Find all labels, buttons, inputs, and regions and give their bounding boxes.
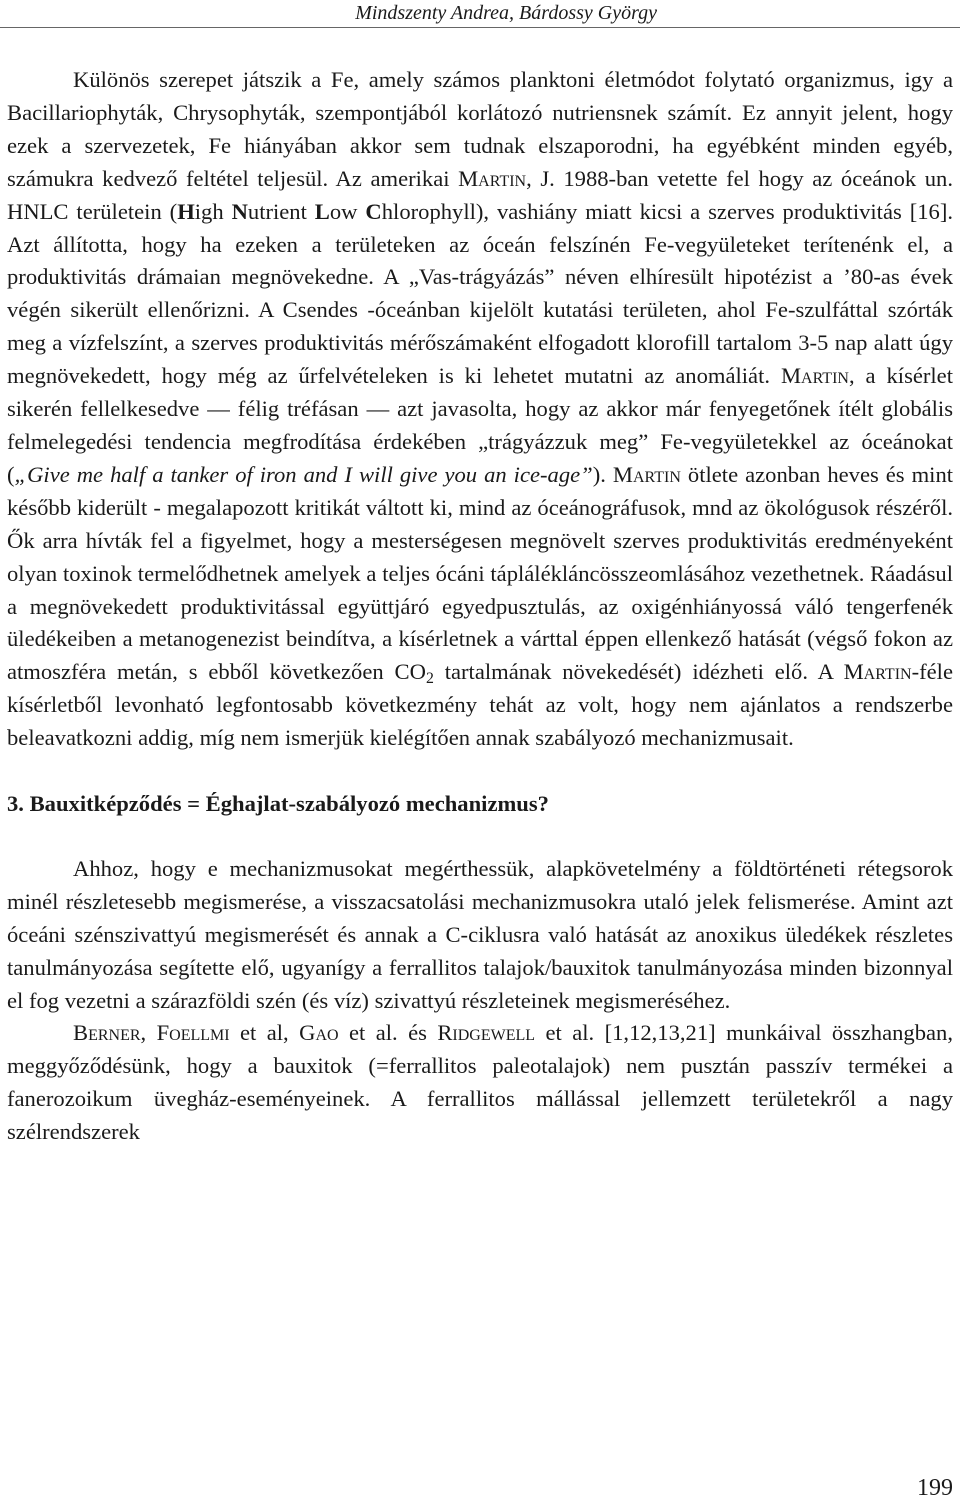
author-name: Martin xyxy=(780,363,849,389)
acronym-letter: C xyxy=(365,198,382,224)
acronym-letter: H xyxy=(177,198,195,224)
author-name: Martin xyxy=(843,659,912,685)
text-run: hlorophyll), vashiány miatt kicsi a szerves produktivitás [16]. Azt állította, hogy ha ezeken a területeken az óceán felszínén Fe-vegyületeket terítenénk el, a produktivitás drámaian megnövekedne. A „Vas-trágyázás” néven elhíresült hipotézist a ’80-as évek végén sikerült ellenőrizni. A Csendes -óceánban kijelölt kutatási területen, ahol Fe-szulfáttal szórták meg a vízfelszínt, a szerves produktivitás mérőszámaként elfogadott klorofill tartalom 3-5 nap alatt úgy megnövekedett, hogy még az űrfelvételeken is ki lehetet mutatni az anomáliát. xyxy=(7,198,953,389)
text-run: et al. és xyxy=(338,1020,438,1046)
text-run: , J. 1988-ban vetette fel hogy az óceánok un. HNLC területein ( xyxy=(7,165,953,224)
page-body xyxy=(7,64,953,1149)
acronym-letter: L xyxy=(314,198,330,224)
paragraph-bauxite xyxy=(7,1017,953,1149)
text-run: utrient xyxy=(247,198,315,224)
text-run: ötlete azonban heves és mint később kiderült - megalapozott kritikát váltott ki, mind az óceánográfusok, mnd az ökológusok részéről. Ők arra hívták fel a figyelmet, hogy a mesterségesen megnövelt szerves produktivitás eredményeként olyan toxinok termelődhetnek amelyek a teljes ócáni táplálékláncösszeomlásához vezethetnek. Ráadásul a megnövekedett produktivitással együttjáró egyedpusztulás, az oxigénhiányossá váló tengerfenék üledékeiben a metanogenezist beindítva, a kísérletnek a várttal éppen ellenkező hatását (végső fokon az atmoszféra metán, s ebből következően CO xyxy=(7,461,954,685)
text-run: igh xyxy=(194,198,232,224)
author-name: Ridgewell xyxy=(437,1020,536,1046)
text-run: et al. [1,12,13,21] munkáival összhangban, meggyőződésünk, hogy a bauxitok (=ferrallitos paleotalajok) nem pusztán passzív termékei a fanerozoikum üvegház-eseményeinek. A ferrallitos mállással jellemzett területekről a nagy szélrendszerek xyxy=(7,1020,953,1145)
subscript: 2 xyxy=(425,670,434,688)
text-run: Különös szerepet játszik a Fe, amely számos planktoni életmódot folytató organizmus, igy a Bacillariophyták, Chrysophyták, szempontjából korlátozó nutriensnek számít. Ez annyit jelent, hogy ezek a szervezetek, Fe hiányában akkor sem tudnak elszaporodni, ha egyébként minden egyéb, számukra kedvező feltétel teljesül. Az amerikai xyxy=(7,67,953,191)
author-name: Foellmi xyxy=(156,1020,230,1046)
author-name: Martin xyxy=(458,165,527,191)
acronym-letter: N xyxy=(231,198,248,224)
text-run: -féle kísérletből levonható legfontosabb következmény tehát az volt, hogy nem ajánlatos a rendszerbe beleavatkozni addig, míg nem ismerjük kielégítően annak szabályozó mechanizmusait. xyxy=(7,659,953,751)
text-run: ow xyxy=(329,198,366,224)
paragraph-iron-fertilization xyxy=(7,64,953,755)
page-number: 199 xyxy=(917,1475,953,1501)
text-run: ). xyxy=(592,461,613,487)
text-run: , a kísérlet sikerén fellelkesedve — félig tréfásan — azt javasolta, hogy az akkor már fenyegetőnek ítélt globális felmelegedési tendencia megfrodítása érdekében „trágyázzuk meg” Fe-vegyületekkel az óceánokat ( xyxy=(7,363,953,487)
paragraph-mechanisms: Ahhoz, hogy e mechanizmusokat megérthessük, alapkövetelmény a földtörténeti rétegsorok minél részletesebb megismerése, a visszacsatolási mechanizmusokra utaló jelek felismerése. Amint azt óceáni szénszivattyú megismerését és annak a C-ciklusra való hatását az anoxikus üledékek részletes tanulmányozása segítette elő, ugyanígy a ferrallitos talajok/bauxitok tanulmányozása minden bizonnyal el fog vezetni a szárazföldi szén (és víz) szivattyú részleteinek megismeréséhez. xyxy=(7,855,953,1013)
quotation: „Give me half a tanker of iron and I will give you an ice-age” xyxy=(14,461,593,487)
text-run: , xyxy=(140,1020,157,1046)
author-name: Berner xyxy=(73,1020,141,1046)
author-name: Martin xyxy=(612,461,681,487)
text-run: et al, xyxy=(229,1020,300,1046)
section-heading: 3. Bauxitképződés = Éghajlat-szabályozó mechanizmus? xyxy=(7,791,549,817)
running-title: Mindszenty Andrea, Bárdossy György xyxy=(355,2,657,24)
author-name: Gao xyxy=(299,1020,339,1046)
running-header xyxy=(0,0,960,28)
text-run: tartalmának növekedését) idézheti elő. A xyxy=(433,659,844,685)
